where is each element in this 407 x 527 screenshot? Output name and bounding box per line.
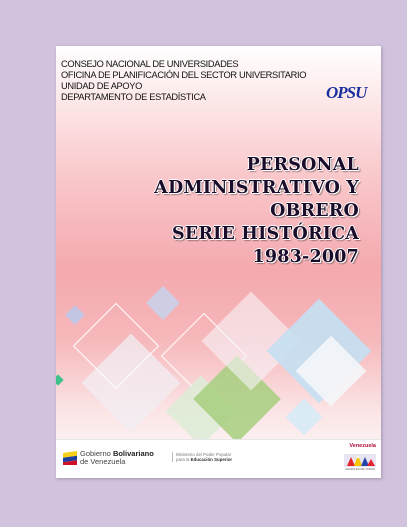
report-cover xyxy=(56,46,381,478)
diamond-pattern xyxy=(56,286,371,446)
opsu-logo: OPSU xyxy=(326,83,367,102)
institution-header xyxy=(61,59,341,103)
diamond-small-blue xyxy=(65,305,85,325)
title-line-1: PERSONAL xyxy=(246,155,359,175)
header-line-unit: UNIDAD DE APOYO xyxy=(61,81,143,91)
title-line-years: 1983-2007 xyxy=(252,247,359,267)
gob-bold: Bolivariano xyxy=(112,449,154,458)
diamond-top-center xyxy=(146,286,180,320)
ministry-prefix: para la xyxy=(176,457,191,462)
title-line-4: SERIE HISTÓRICA xyxy=(172,224,359,244)
decorative-diamonds xyxy=(56,286,381,446)
diamond-blue-bottom xyxy=(286,399,323,436)
venezuela-slogan: AHORA ES DE TODOS xyxy=(345,467,375,471)
diamond-small-green xyxy=(56,374,64,385)
header-line-office: OFICINA DE PLANIFICACIÓN DEL SECTOR UNIVERSITARIO xyxy=(61,70,307,80)
cover-title xyxy=(59,154,359,269)
venezuela-label: Venezuela xyxy=(349,443,376,449)
title-line-2: ADMINISTRATIVO Y xyxy=(154,178,359,198)
header-line-council: CONSEJO NACIONAL DE UNIVERSIDADES xyxy=(61,59,239,69)
ministry-line-1: Ministerio del Poder Popular xyxy=(176,452,232,457)
gob-country: de Venezuela xyxy=(80,457,126,466)
footer-band xyxy=(56,439,381,478)
ministry-bold: Educación Superior xyxy=(190,457,233,462)
gob-prefix: Gobierno xyxy=(80,449,113,458)
diamond-large-white xyxy=(82,334,181,433)
title-line-3: OBRERO xyxy=(270,201,359,221)
venezuela-flag-icon xyxy=(63,451,77,465)
ministry-label xyxy=(172,452,232,462)
header-line-department: DEPARTAMENTO DE ESTADÍSTICA xyxy=(61,92,206,102)
government-brand xyxy=(80,450,154,466)
